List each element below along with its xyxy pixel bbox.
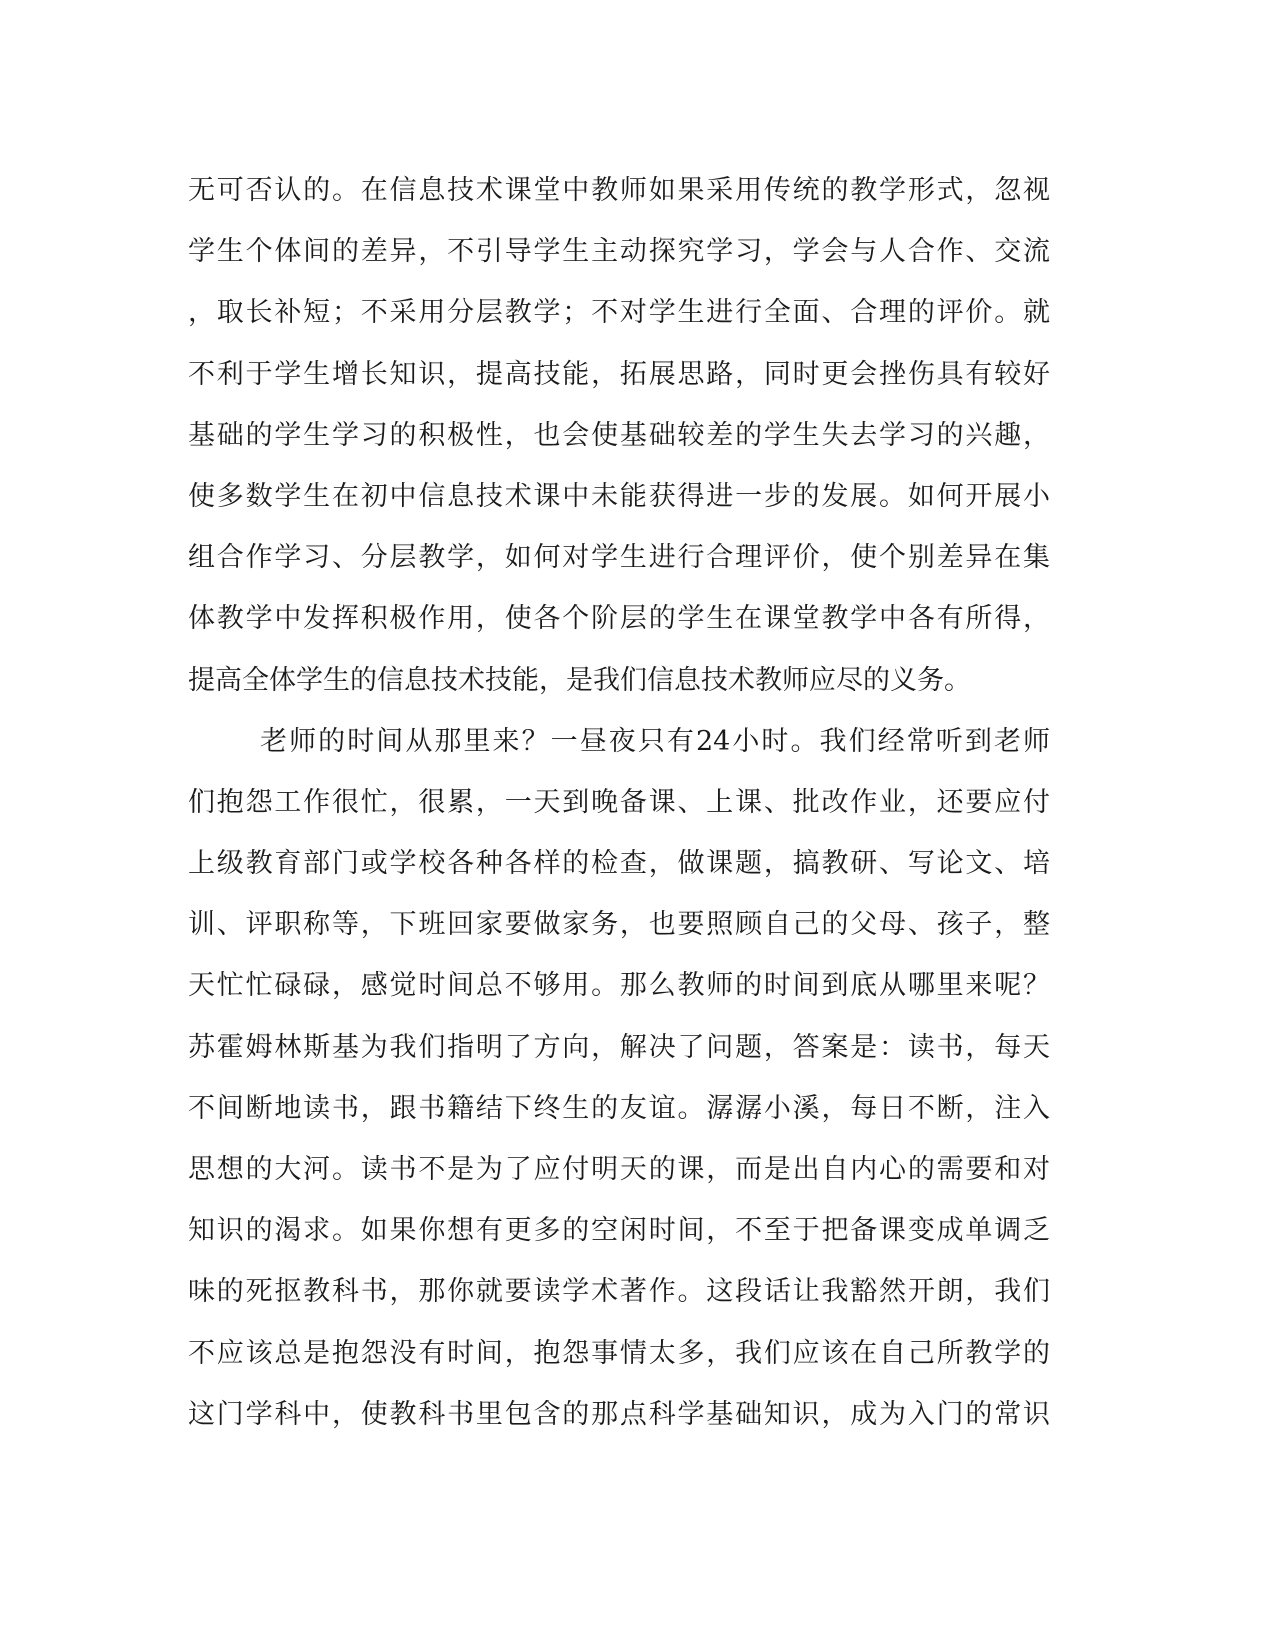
text-line: 基础的学生学习的积极性，也会使基础较差的学生失去学习的兴趣，: [188, 419, 1050, 451]
text-line: 无可否认的。在信息技术课堂中教师如果采用传统的教学形式，忽视: [188, 175, 1050, 206]
text-line: 天忙忙碌碌，感觉时间总不够用。那么教师的时间到底从哪里来呢？: [188, 970, 1050, 1002]
text-line: 使多数学生在初中信息技术课中未能获得进一步的发展。如何开展小: [188, 480, 1050, 512]
text-line: 不间断地读书，跟书籍结下终生的友谊。潺潺小溪，每日不断，注入: [188, 1092, 1050, 1124]
text-line: 不利于学生增长知识，提高技能，拓展思路，同时更会挫伤具有较好: [188, 358, 1050, 390]
text-line: 知识的渴求。如果你想有更多的空闲时间，不至于把备课变成单调乏: [188, 1215, 1050, 1247]
text-line: 提高全体学生的信息技术技能，是我们信息技术教师应尽的义务。: [188, 664, 971, 696]
text-line: 训、评职称等，下班回家要做家务，也要照顾自己的父母、孩子，整: [188, 909, 1050, 941]
paragraph-2: [188, 711, 1050, 1445]
text-line: 体教学中发挥积极作用，使各个阶层的学生在课堂教学中各有所得，: [188, 603, 1050, 635]
text-line: 味的死抠教科书，那你就要读学术著作。这段话让我豁然开朗，我们: [188, 1276, 1050, 1308]
text-line: 苏霍姆林斯基为我们指明了方向，解决了问题，答案是：读书，每天: [188, 1031, 1050, 1063]
text-line: ，取长补短；不采用分层教学；不对学生进行全面、合理的评价。就: [188, 297, 1050, 329]
body-text: [188, 160, 1050, 1445]
text-line: 组合作学习、分层教学，如何对学生进行合理评价，使个别差异在集: [188, 542, 1050, 574]
text-line: 思想的大河。读书不是为了应付明天的课，而是出自内心的需要和对: [188, 1154, 1050, 1185]
paragraph-1: [188, 160, 1050, 711]
text-line: 学生个体间的差异，不引导学生主动探究学习，学会与人合作、交流: [188, 236, 1050, 268]
text-line: 们抱怨工作很忙，很累，一天到晚备课、上课、批改作业，还要应付: [188, 786, 1050, 818]
text-line: 不应该总是抱怨没有时间，抱怨事情太多，我们应该在自己所教学的: [188, 1337, 1050, 1369]
text-line: 老师的时间从那里来？一昼夜只有24小时。我们经常听到老师: [260, 725, 1050, 757]
text-line: 这门学科中，使教科书里包含的那点科学基础知识，成为入门的常识: [188, 1398, 1050, 1430]
text-line: 上级教育部门或学校各种各样的检查，做课题，搞教研、写论文、培: [188, 848, 1050, 880]
